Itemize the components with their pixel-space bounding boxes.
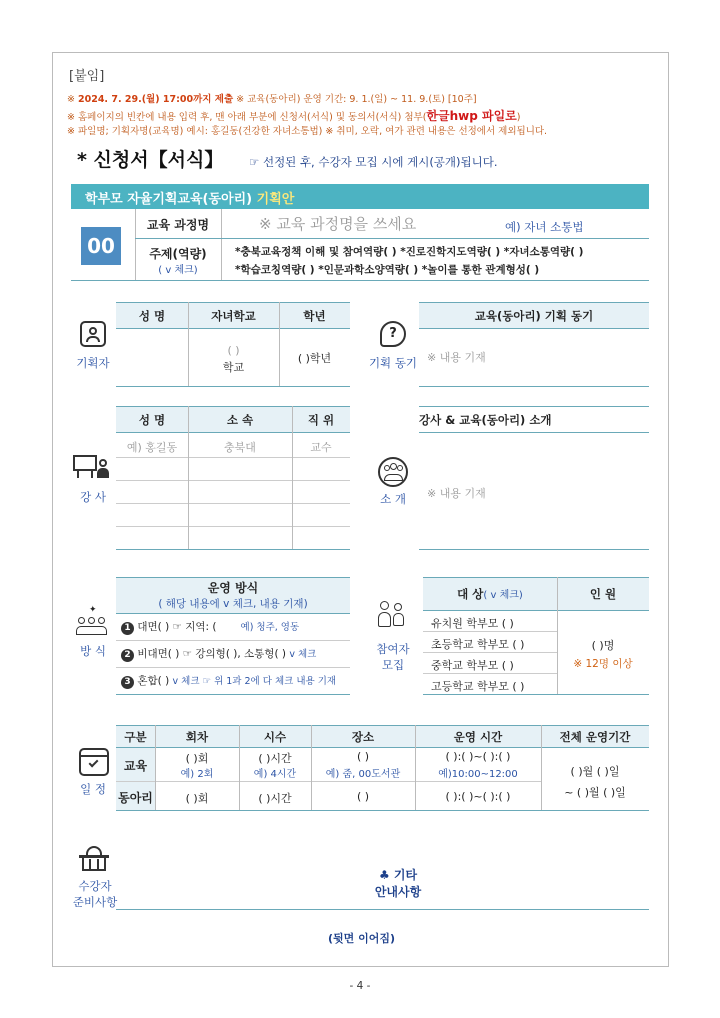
schedule-row-club: 동아리 — [118, 791, 153, 805]
note-filename: ※ 파일명; 기획자명(교육명) 예시: 홍길동(건강한 자녀소통법) ※ 취미, 오락, 여가 관련 내용은 선정에서 제외됩니다. — [67, 126, 548, 137]
basket-icon — [79, 846, 109, 872]
participants-icon-label-2: 모집 — [381, 658, 405, 672]
club-place-field[interactable]: ( ) — [356, 790, 370, 803]
instructor-col-name: 성 명 — [138, 413, 166, 427]
calendar-check-icon — [79, 748, 109, 776]
edu-hours-field[interactable]: ( )시간 — [258, 752, 292, 765]
schedule-icon-label: 일 정 — [80, 782, 106, 796]
period-end-field[interactable]: ~ ( )월 ( )일 — [564, 786, 626, 799]
club-hours-field[interactable]: ( )시간 — [258, 792, 292, 805]
club-sessions-field[interactable]: ( )회 — [185, 792, 209, 805]
method-header: 운영 방식 — [207, 581, 259, 595]
instructor-col-affil: 소 속 — [226, 413, 254, 427]
edu-sessions-field[interactable]: ( )회 — [185, 752, 209, 765]
planner-grade-field[interactable]: ( )학년 — [297, 352, 332, 365]
planner-school-field[interactable]: 학교 — [222, 361, 245, 374]
group-people-icon — [378, 457, 408, 487]
intro-icon-label: 소 개 — [380, 492, 406, 506]
instructor-icon-label: 강 사 — [80, 490, 106, 504]
note-deadline: ※ 2024. 7. 29.(월) 17:00까지 제출 ※ 교육(동아리) 운영 기간: 9. 1.(일) ~ 11. 9.(토) [10주] — [67, 94, 477, 105]
topic-label: 주제(역량) — [149, 247, 207, 261]
supplies-icon-label-1: 수강자 — [78, 879, 112, 893]
other-notes-label-1: ♣ 기타 — [378, 868, 418, 882]
method-icon-label: 방 식 — [80, 644, 106, 658]
form-title: * 신청서【서식】 — [77, 149, 224, 171]
schedule-col-period: 전체 운영기간 — [559, 730, 631, 744]
club-time-field[interactable]: ( ):( )~( ):( ) — [445, 790, 511, 803]
course-number-badge: 00 — [81, 227, 121, 265]
participant-row-kindergarten[interactable]: 유치원 학부모 ( ) — [431, 617, 514, 630]
question-bubble-icon: ? — [380, 321, 406, 347]
motive-icon-label: 기획 동기 — [368, 356, 418, 370]
deadline-text: 2024. 7. 29.(월) 17:00까지 제출 — [77, 94, 234, 105]
method-header-sub: ( 해당 내용에 v 체크, 내용 기재) — [158, 598, 308, 610]
attachment-label: [붙임] — [69, 69, 105, 84]
form-title-note: ☞ 선정된 후, 수강자 모집 시에 게시(공개)됩니다. — [249, 155, 498, 169]
participant-row-high[interactable]: 고등학교 학부모 ( ) — [431, 680, 525, 693]
method-option-online[interactable]: 2 비대면( ) ☞ 강의형( ), 소통형( ) v 체크 — [121, 646, 316, 662]
participants-col-target: 대 상( v 체크) — [457, 587, 523, 601]
period-start-field[interactable]: ( )월 ( )일 — [570, 765, 620, 778]
instructor-ex-name: 예) 홍길동 — [126, 441, 178, 454]
planner-col-school: 자녀학교 — [211, 309, 256, 323]
instructor-ex-pos: 교수 — [310, 441, 332, 454]
course-name-label: 교육 과정명 — [146, 218, 210, 232]
intro-header: 강사 & 교육(동아리) 소개 — [419, 413, 552, 427]
topic-options-line1[interactable]: *충북교육정책 이해 및 참여역량( ) *진로진학지도역량( ) *자녀소통역량( ) — [235, 246, 584, 258]
edu-place-field[interactable]: ( ) — [356, 750, 370, 763]
person-icon — [80, 321, 106, 347]
planner-col-grade: 학년 — [303, 309, 326, 323]
supplies-icon-label-2: 준비사항 — [72, 895, 118, 909]
schedule-col-time: 운영 시간 — [453, 730, 503, 744]
participant-row-elementary[interactable]: 초등학교 학부모 ( ) — [431, 638, 525, 651]
planner-col-name: 성 명 — [138, 309, 166, 323]
document-page: [붙임] ※ 2024. 7. 29.(월) 17:00까지 제출 ※ 교육(동아리) 운영 기간: 9. 1.(일) ~ 11. 9.(토) [10주] ※ 홈페이지의 빈칸에 내용 입력 후, 맨 아래 부분에 신청서(서식) 및 동의서(서식) 첨부(한글hwp 파일로) ※ 파일명; 기획자명(교육명) 예시: 홍길동(건강한 자녀소통법) ※ 취미, 오락, 여가 관련 내용은 선정에서 제외됩니다. * 신청서【서식】 ☞ 선정된 후, 수강자 모집 시에 게시(공개)됩니다. 학부모 자율기획교육(동아리) 기획안 00 교육 과정명 ※ 교육 과정명을 쓰세요 예) 자녀 소통법 주제(역량) ( v 체크) *충북교육정책 이해 및 참여역량( ) *진로진학지도역량( ) *자녀소통역량( ) *학습코칭역량( ) *인문과학소양역량( ) *놀이를 통한 관계형성( ) 기획자 성 명 자녀학교 학년 ( ) 학교 ( )학년 ? 기획 동기 교육(동아리) 기획 동기 ※ 내용 기재 강 사 성 명 소 속 직 위 예) 홍길동 충북대 교수 소 개 강사 & 교육(동아리) 소개 ※ 내용 기재 ✦ 방 식 운영 방식 ( 해당 내용에 v 체크, 내용 기재) 1 대면( ) ☞ 지역: ( 예) 청주, 영동 2 비대면( ) ☞ 강의형( ), 소통형( ) v 체크 3 혼합( ) v 체크 ☞ 위 1과 2에 다 체크 내용 기재 참여자 모집 대 상( v 체크) 인 원 유치원 학부모 ( ) 초등학교 학부모 ( ) 중학교 학부모 ( ) 고등학교 학부모 ( ) ( )명 ※ 12명 이상 일 정 구분 회차 시수 장소 운영 시간 전체 운영기간 교육 동아리 ( )회 예) 2회 ( )시간 예) 4시간 ( ) 예) 줌, 00도서관 ( ):( )~( ):( ) 예)10:00~12:00 ( )회 ( )시간 ( ) ( ):( )~( ):( ) ( )월 ( )일 ~ ( )월 ( )일 수강자 준비사항 ♣ 기타 안내사항 (뒷면 이어짐) — [52, 52, 669, 967]
topic-options-line2[interactable]: *학습코칭역량( ) *인문과학소양역량( ) *놀이를 통한 관계형성( ) — [235, 264, 540, 276]
hwp-note: 한글hwp 파일로 — [426, 109, 517, 123]
schedule-col-hours: 시수 — [263, 730, 287, 744]
participant-row-middle[interactable]: 중학교 학부모 ( ) — [431, 659, 514, 672]
page-number: - 4 - — [349, 980, 371, 992]
course-name-example: 예) 자녀 소통법 — [505, 220, 584, 234]
course-name-placeholder[interactable]: ※ 교육 과정명을 쓰세요 — [259, 215, 417, 233]
continue-note: (뒷면 이어짐) — [327, 932, 395, 945]
participants-col-count: 인 원 — [589, 587, 617, 601]
schedule-row-edu: 교육 — [123, 759, 148, 773]
note-homepage: ※ 홈페이지의 빈칸에 내용 입력 후, 맨 아래 부분에 신청서(서식) 및 동의서(서식) 첨부(한글hwp 파일로) — [67, 109, 521, 123]
plan-banner: 학부모 자율기획교육(동아리) 기획안 — [71, 184, 649, 209]
method-option-inperson[interactable]: 1 대면( ) ☞ 지역: ( 예) 청주, 영동 — [121, 619, 299, 635]
lecturer-board-icon — [73, 453, 109, 479]
schedule-col-place: 장소 — [351, 730, 375, 744]
motive-placeholder[interactable]: ※ 내용 기재 — [427, 351, 486, 364]
edu-time-field[interactable]: ( ):( )~( ):( ) — [445, 750, 511, 763]
method-option-hybrid[interactable]: 3 혼합( ) v 체크 ☞ 위 1과 2에 다 체크 내용 기재 — [121, 673, 336, 689]
participant-count-field[interactable]: ( )명 — [591, 639, 615, 652]
other-notes-label-2: 안내사항 — [374, 885, 422, 899]
presenter-group-icon: ✦ — [75, 609, 109, 637]
parent-child-icon — [377, 601, 409, 631]
topic-sub-label: ( v 체크) — [158, 265, 198, 276]
participants-icon-label-1: 참여자 — [376, 642, 410, 656]
instructor-col-pos: 직 위 — [307, 413, 335, 427]
intro-placeholder[interactable]: ※ 내용 기재 — [427, 487, 486, 500]
motive-header: 교육(동아리) 기획 동기 — [419, 302, 649, 328]
instructor-ex-affil: 충북대 — [224, 441, 256, 454]
planner-icon-label: 기획자 — [76, 356, 110, 370]
schedule-col-sessions: 회차 — [185, 730, 209, 744]
schedule-col-type: 구분 — [124, 730, 147, 744]
participant-count-note: ※ 12명 이상 — [573, 658, 633, 670]
